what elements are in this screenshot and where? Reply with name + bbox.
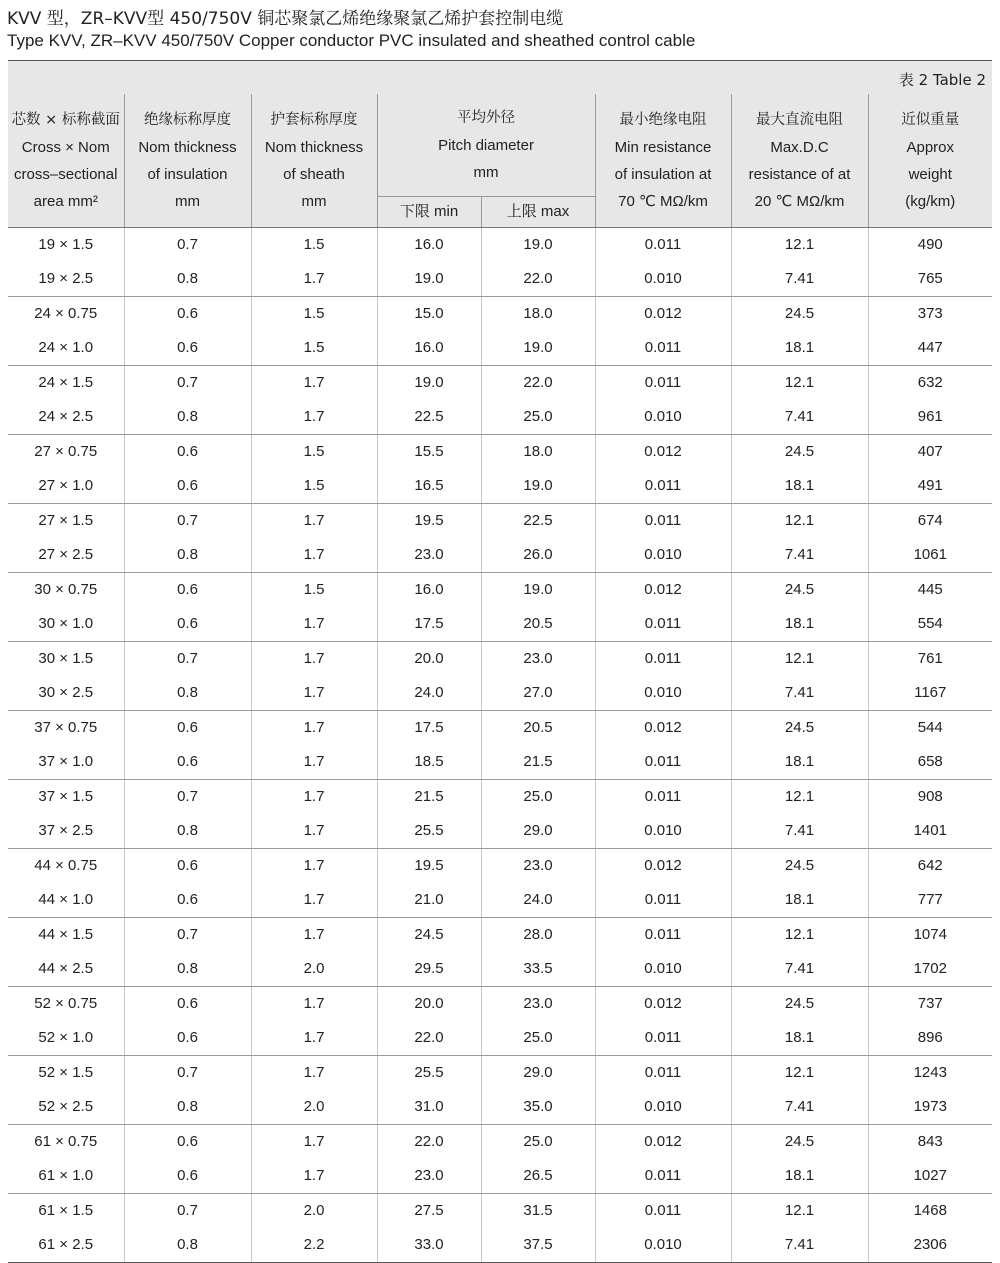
cell-insulation-thickness: 0.7 [124,504,251,539]
cell-diameter-max: 22.5 [481,504,595,539]
cell-min-insulation-resistance: 0.011 [595,228,731,263]
cell-sheath-thickness: 1.5 [251,297,377,332]
cell-cross-section: 30 × 0.75 [34,581,98,598]
cell-approx-weight: 407 [868,435,992,470]
cell-approx-weight: 674 [868,504,992,539]
cell-diameter-max: 24.0 [481,883,595,918]
cell-max-dc-resistance: 12.1 [731,780,868,815]
cell-sheath-thickness: 1.7 [251,883,377,918]
table-row [8,745,992,780]
table-row [8,538,992,573]
table-row [8,504,992,539]
cell-approx-weight: 642 [868,849,992,884]
table-row [8,1056,992,1091]
table-row [8,883,992,918]
table-row [8,1194,992,1229]
header-approx-weight: 近似重量 Approx weight (kg/km) [868,94,992,228]
cell-approx-weight: 1468 [868,1194,992,1229]
cell-min-insulation-resistance: 0.010 [595,400,731,435]
cell-insulation-thickness: 0.7 [124,780,251,815]
cell-insulation-thickness: 0.8 [124,814,251,849]
header-sheath-thickness: 护套标称厚度 Nom thickness of sheath mm [251,94,377,228]
cell-min-insulation-resistance: 0.011 [595,1056,731,1091]
cell-approx-weight: 1167 [868,676,992,711]
cell-approx-weight: 2306 [868,1228,992,1263]
header-min-insulation-resistance: 最小绝缘电阻 Min resistance of insulation at 70 ℃ MΩ/km [595,94,731,228]
cell-insulation-thickness: 0.6 [124,1125,251,1160]
header-pitch-diameter: 平均外径 Pitch diameter mm [377,94,595,197]
cell-approx-weight: 1973 [868,1090,992,1125]
table-row [8,780,992,815]
cell-approx-weight: 544 [868,711,992,746]
cell-insulation-thickness: 0.7 [124,918,251,953]
cell-diameter-max: 26.5 [481,1159,595,1194]
cell-min-insulation-resistance: 0.012 [595,1125,731,1160]
cell-diameter-max: 25.0 [481,1125,595,1160]
cell-approx-weight: 961 [868,400,992,435]
cell-cross-section: 37 × 2.5 [8,814,124,849]
cell-min-insulation-resistance: 0.011 [595,1194,731,1229]
cell-diameter-max: 19.0 [481,228,595,263]
table-row [8,1090,992,1125]
table-row [8,262,992,297]
cell-approx-weight: 1074 [868,918,992,953]
cell-diameter-max: 37.5 [481,1228,595,1263]
cell-diameter-max: 19.0 [481,573,595,608]
cell-sheath-thickness: 1.7 [251,814,377,849]
cell-insulation-thickness: 0.6 [124,573,251,608]
cell-min-insulation-resistance: 0.011 [595,331,731,366]
cell-diameter-min: 17.5 [377,607,481,642]
cell-max-dc-resistance: 18.1 [731,607,868,642]
cell-min-insulation-resistance: 0.011 [595,883,731,918]
cell-diameter-min: 25.5 [377,814,481,849]
cell-approx-weight: 373 [868,297,992,332]
table-row [8,849,992,884]
cell-sheath-thickness: 1.7 [251,987,377,1022]
cell-insulation-thickness: 0.7 [124,642,251,677]
cell-sheath-thickness: 2.0 [251,1090,377,1125]
cell-insulation-thickness: 0.7 [124,228,251,263]
cell-approx-weight: 761 [868,642,992,677]
cell-max-dc-resistance: 12.1 [731,918,868,953]
cell-insulation-thickness: 0.6 [124,849,251,884]
cell-insulation-thickness: 0.6 [124,1021,251,1056]
table-caption-band [8,60,992,94]
cell-diameter-min: 19.5 [377,849,481,884]
table-row [8,400,992,435]
cell-diameter-min: 18.5 [377,745,481,780]
cell-max-dc-resistance: 18.1 [731,745,868,780]
cell-max-dc-resistance: 18.1 [731,331,868,366]
cell-diameter-min: 22.0 [377,1021,481,1056]
cell-max-dc-resistance: 12.1 [731,1056,868,1091]
cell-insulation-thickness: 0.8 [124,400,251,435]
cell-diameter-min: 22.0 [377,1125,481,1160]
cell-min-insulation-resistance: 0.011 [595,780,731,815]
cell-diameter-max: 33.5 [481,952,595,987]
cell-cross-section: 30 × 2.5 [8,676,124,711]
cell-max-dc-resistance: 24.5 [731,435,868,470]
cell-insulation-thickness: 0.6 [124,331,251,366]
cell-sheath-thickness: 1.7 [251,366,377,401]
cell-insulation-thickness: 0.8 [124,1090,251,1125]
cell-sheath-thickness: 1.7 [251,504,377,539]
cell-min-insulation-resistance: 0.011 [595,642,731,677]
cell-cross-section: 24 × 1.0 [8,331,124,366]
cell-max-dc-resistance: 7.41 [731,262,868,297]
header-diameter-min: 下限 min [377,197,481,228]
cell-insulation-thickness: 0.6 [124,711,251,746]
cell-cross-section: 44 × 2.5 [8,952,124,987]
header-max-dc-resistance: 最大直流电阻 Max.D.C resistance of at 20 ℃ MΩ/km [731,94,868,228]
cell-min-insulation-resistance: 0.012 [595,297,731,332]
cell-cross-section: 27 × 1.0 [8,469,124,504]
cell-sheath-thickness: 1.7 [251,676,377,711]
cell-min-insulation-resistance: 0.011 [595,504,731,539]
cell-diameter-min: 22.5 [377,400,481,435]
cell-cross-section: 19 × 1.5 [38,236,94,253]
table-row [8,1159,992,1194]
cell-diameter-max: 19.0 [481,331,595,366]
cell-cross-section: 52 × 1.5 [38,1064,94,1081]
cell-insulation-thickness: 0.8 [124,952,251,987]
spec-table [8,94,992,1263]
cell-min-insulation-resistance: 0.010 [595,1090,731,1125]
header-diameter-max: 上限 max [481,197,595,228]
cell-approx-weight: 908 [868,780,992,815]
cell-cross-section: 61 × 0.75 [34,1133,98,1150]
cell-insulation-thickness: 0.8 [124,676,251,711]
cell-max-dc-resistance: 24.5 [731,987,868,1022]
cell-diameter-max: 31.5 [481,1194,595,1229]
title-english: Type KVV, ZR–KVV 450/750V Copper conductor PVC insulated and sheathed control cable [7,31,696,50]
cell-min-insulation-resistance: 0.010 [595,952,731,987]
cell-diameter-max: 22.0 [481,366,595,401]
cell-diameter-min: 24.5 [377,918,481,953]
cell-cross-section: 27 × 0.75 [34,443,98,460]
cell-max-dc-resistance: 7.41 [731,676,868,711]
cell-min-insulation-resistance: 0.011 [595,745,731,780]
table-label: 表 2 Table 2 [898,71,986,89]
cell-min-insulation-resistance: 0.012 [595,711,731,746]
cell-cross-section: 37 × 1.0 [8,745,124,780]
cell-sheath-thickness: 1.7 [251,262,377,297]
cell-diameter-max: 22.0 [481,262,595,297]
cell-insulation-thickness: 0.7 [124,366,251,401]
cell-diameter-min: 33.0 [377,1228,481,1263]
cell-cross-section: 52 × 1.0 [8,1021,124,1056]
cell-max-dc-resistance: 7.41 [731,538,868,573]
cell-cross-section: 44 × 0.75 [34,857,98,874]
table-row [8,1021,992,1056]
cell-max-dc-resistance: 7.41 [731,952,868,987]
cell-diameter-min: 19.0 [377,366,481,401]
cell-sheath-thickness: 1.7 [251,1159,377,1194]
cell-diameter-min: 29.5 [377,952,481,987]
cell-diameter-max: 18.0 [481,297,595,332]
cell-min-insulation-resistance: 0.010 [595,538,731,573]
cell-diameter-max: 19.0 [481,469,595,504]
table-row [8,435,992,470]
cell-diameter-max: 20.5 [481,607,595,642]
cell-diameter-max: 29.0 [481,1056,595,1091]
cell-diameter-min: 16.0 [377,331,481,366]
cell-diameter-max: 27.0 [481,676,595,711]
cell-cross-section: 19 × 2.5 [8,262,124,297]
cell-approx-weight: 777 [868,883,992,918]
cell-diameter-max: 25.0 [481,1021,595,1056]
cell-diameter-min: 20.0 [377,987,481,1022]
cell-approx-weight: 554 [868,607,992,642]
cell-cross-section: 24 × 2.5 [8,400,124,435]
cell-sheath-thickness: 1.7 [251,711,377,746]
header-insulation-thickness: 绝缘标称厚度 Nom thickness of insulation mm [124,94,251,228]
cell-approx-weight: 843 [868,1125,992,1160]
cell-sheath-thickness: 1.7 [251,918,377,953]
cell-insulation-thickness: 0.6 [124,607,251,642]
cell-diameter-min: 17.5 [377,711,481,746]
cell-approx-weight: 658 [868,745,992,780]
cell-diameter-max: 35.0 [481,1090,595,1125]
cell-diameter-min: 15.0 [377,297,481,332]
cell-cross-section: 37 × 0.75 [34,719,98,736]
cell-diameter-min: 27.5 [377,1194,481,1229]
cell-approx-weight: 896 [868,1021,992,1056]
cell-cross-section: 44 × 1.0 [8,883,124,918]
table-row [8,607,992,642]
cell-insulation-thickness: 0.6 [124,1159,251,1194]
table-row [8,918,992,953]
cell-sheath-thickness: 2.0 [251,952,377,987]
table-row [8,331,992,366]
cell-sheath-thickness: 1.7 [251,780,377,815]
table-row [8,952,992,987]
cell-sheath-thickness: 1.7 [251,1056,377,1091]
cell-approx-weight: 490 [868,228,992,263]
cell-cross-section: 61 × 1.0 [8,1159,124,1194]
cell-cross-section: 44 × 1.5 [38,926,94,943]
cell-max-dc-resistance: 12.1 [731,366,868,401]
cell-approx-weight: 632 [868,366,992,401]
cell-approx-weight: 1027 [868,1159,992,1194]
cell-diameter-max: 25.0 [481,780,595,815]
cell-diameter-min: 19.5 [377,504,481,539]
cell-cross-section: 30 × 1.0 [8,607,124,642]
table-row [8,814,992,849]
cell-max-dc-resistance: 24.5 [731,849,868,884]
cell-insulation-thickness: 0.7 [124,1194,251,1229]
cell-insulation-thickness: 0.6 [124,469,251,504]
cell-diameter-max: 18.0 [481,435,595,470]
cell-diameter-max: 28.0 [481,918,595,953]
cell-min-insulation-resistance: 0.011 [595,918,731,953]
cell-cross-section: 52 × 2.5 [8,1090,124,1125]
cell-diameter-min: 23.0 [377,538,481,573]
cell-insulation-thickness: 0.6 [124,987,251,1022]
cell-min-insulation-resistance: 0.011 [595,1021,731,1056]
cell-cross-section: 61 × 1.5 [38,1202,94,1219]
cell-diameter-min: 19.0 [377,262,481,297]
cell-max-dc-resistance: 7.41 [731,1090,868,1125]
cell-sheath-thickness: 1.7 [251,745,377,780]
cell-sheath-thickness: 2.2 [251,1228,377,1263]
table-row [8,366,992,401]
cell-diameter-max: 23.0 [481,642,595,677]
cell-sheath-thickness: 1.7 [251,1021,377,1056]
cell-diameter-max: 23.0 [481,987,595,1022]
cell-min-insulation-resistance: 0.012 [595,849,731,884]
cell-max-dc-resistance: 18.1 [731,1021,868,1056]
cell-max-dc-resistance: 7.41 [731,814,868,849]
cell-max-dc-resistance: 7.41 [731,400,868,435]
cell-cross-section: 52 × 0.75 [34,995,98,1012]
cell-diameter-max: 29.0 [481,814,595,849]
cell-max-dc-resistance: 18.1 [731,883,868,918]
table-row [8,228,992,263]
cell-approx-weight: 1401 [868,814,992,849]
table-row [8,469,992,504]
cell-cross-section: 61 × 2.5 [8,1228,124,1263]
cell-diameter-min: 31.0 [377,1090,481,1125]
cell-min-insulation-resistance: 0.010 [595,814,731,849]
cell-min-insulation-resistance: 0.011 [595,607,731,642]
cell-diameter-min: 15.5 [377,435,481,470]
table-body [8,228,992,1263]
cell-max-dc-resistance: 18.1 [731,1159,868,1194]
cell-diameter-max: 25.0 [481,400,595,435]
cell-min-insulation-resistance: 0.012 [595,987,731,1022]
cell-sheath-thickness: 1.5 [251,435,377,470]
header-cross-section: 芯数 × 标称截面 Cross × Nom cross–sectional area mm² [8,94,124,228]
cell-diameter-min: 23.0 [377,1159,481,1194]
cell-insulation-thickness: 0.8 [124,1228,251,1263]
cell-min-insulation-resistance: 0.011 [595,469,731,504]
cell-insulation-thickness: 0.8 [124,538,251,573]
cell-diameter-min: 21.0 [377,883,481,918]
cell-insulation-thickness: 0.6 [124,297,251,332]
cell-sheath-thickness: 1.5 [251,331,377,366]
cell-sheath-thickness: 1.5 [251,573,377,608]
cell-cross-section: 37 × 1.5 [38,788,94,805]
cell-sheath-thickness: 1.5 [251,469,377,504]
cell-max-dc-resistance: 24.5 [731,573,868,608]
cell-max-dc-resistance: 18.1 [731,469,868,504]
title-chinese: KVV 型，ZR–KVV型 450/750V 铜芯聚氯乙烯绝缘聚氯乙烯护套控制电缆 [7,9,564,29]
cell-cross-section: 24 × 1.5 [38,374,94,391]
cell-min-insulation-resistance: 0.012 [595,573,731,608]
cell-diameter-min: 20.0 [377,642,481,677]
cell-approx-weight: 737 [868,987,992,1022]
table-header [8,94,992,228]
cell-diameter-max: 26.0 [481,538,595,573]
cell-diameter-max: 20.5 [481,711,595,746]
cell-min-insulation-resistance: 0.011 [595,1159,731,1194]
cell-diameter-max: 21.5 [481,745,595,780]
cell-max-dc-resistance: 12.1 [731,1194,868,1229]
cell-sheath-thickness: 1.7 [251,642,377,677]
cell-min-insulation-resistance: 0.011 [595,366,731,401]
cell-min-insulation-resistance: 0.010 [595,1228,731,1263]
cell-min-insulation-resistance: 0.012 [595,435,731,470]
cell-approx-weight: 1243 [868,1056,992,1091]
cell-sheath-thickness: 1.7 [251,849,377,884]
cell-insulation-thickness: 0.7 [124,1056,251,1091]
cell-approx-weight: 491 [868,469,992,504]
cell-approx-weight: 445 [868,573,992,608]
cell-diameter-min: 25.5 [377,1056,481,1091]
cell-insulation-thickness: 0.6 [124,745,251,780]
cell-diameter-min: 16.0 [377,228,481,263]
cell-cross-section: 27 × 2.5 [8,538,124,573]
table-row [8,676,992,711]
cell-insulation-thickness: 0.8 [124,262,251,297]
cell-sheath-thickness: 1.7 [251,538,377,573]
cell-approx-weight: 765 [868,262,992,297]
cell-max-dc-resistance: 12.1 [731,642,868,677]
cell-approx-weight: 1061 [868,538,992,573]
cell-diameter-max: 23.0 [481,849,595,884]
cell-max-dc-resistance: 7.41 [731,1228,868,1263]
cell-insulation-thickness: 0.6 [124,435,251,470]
cell-max-dc-resistance: 24.5 [731,1125,868,1160]
cell-min-insulation-resistance: 0.010 [595,262,731,297]
cell-approx-weight: 447 [868,331,992,366]
cell-sheath-thickness: 2.0 [251,1194,377,1229]
cell-diameter-min: 24.0 [377,676,481,711]
table-row [8,1228,992,1263]
table-row [8,711,992,746]
cell-min-insulation-resistance: 0.010 [595,676,731,711]
cell-max-dc-resistance: 12.1 [731,228,868,263]
cell-sheath-thickness: 1.7 [251,607,377,642]
cell-diameter-min: 16.5 [377,469,481,504]
cell-approx-weight: 1702 [868,952,992,987]
cell-cross-section: 30 × 1.5 [38,650,94,667]
cell-sheath-thickness: 1.7 [251,400,377,435]
cell-max-dc-resistance: 12.1 [731,504,868,539]
cell-cross-section: 24 × 0.75 [34,305,98,322]
table-row [8,297,992,332]
cell-max-dc-resistance: 24.5 [731,711,868,746]
cell-cross-section: 27 × 1.5 [38,512,94,529]
cell-sheath-thickness: 1.7 [251,1125,377,1160]
cell-sheath-thickness: 1.5 [251,228,377,263]
table-row [8,573,992,608]
table-row [8,987,992,1022]
cell-max-dc-resistance: 24.5 [731,297,868,332]
cell-insulation-thickness: 0.6 [124,883,251,918]
table-row [8,1125,992,1160]
cell-diameter-min: 21.5 [377,780,481,815]
table-row [8,642,992,677]
cell-diameter-min: 16.0 [377,573,481,608]
